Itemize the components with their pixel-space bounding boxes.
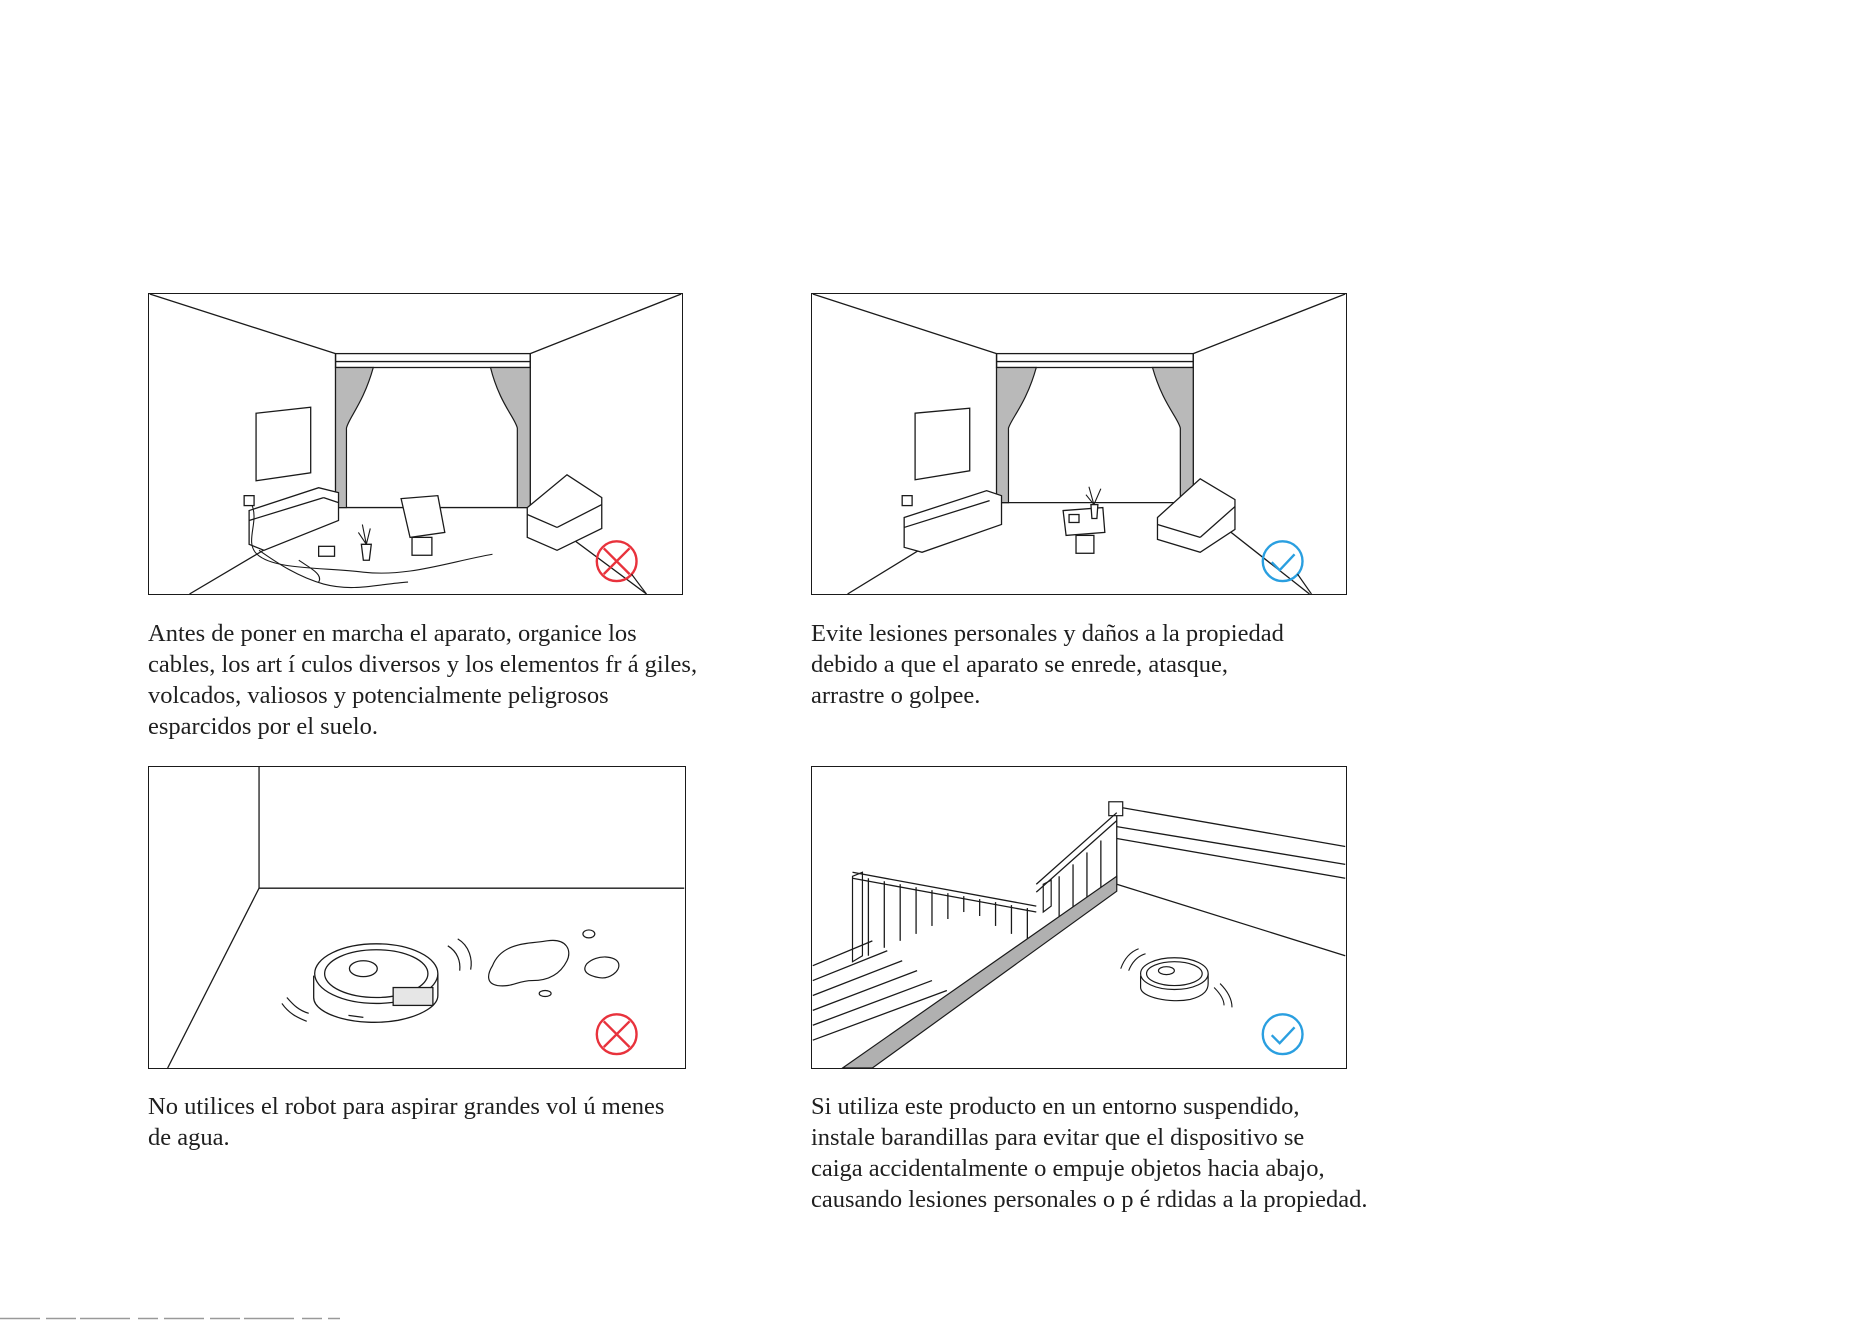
caption-line: caiga accidentalmente o empuje objetos hacia abajo,: [811, 1155, 1325, 1182]
caption-water-puddle: [148, 1091, 748, 1153]
robot-vacuum: [314, 944, 438, 1023]
caption-line: debido a que el aparato se enrede, atasque,: [811, 651, 1228, 678]
robot-vacuum: [1141, 958, 1209, 1001]
caption-line: No utilices el robot para aspirar grandes vol ú menes: [148, 1093, 665, 1120]
caption-line: arrastre o golpee.: [811, 682, 981, 709]
caption-cluttered-room: [148, 618, 748, 742]
caption-line: Evite lesiones personales y daños a la propiedad: [811, 620, 1284, 647]
cluttered-room-drawing: [149, 294, 682, 594]
caption-line: volcados, valiosos y potencialmente peligrosos: [148, 682, 609, 709]
caption-line: instale barandillas para evitar que el dispositivo se: [811, 1124, 1305, 1151]
illustration-cluttered-room: [148, 293, 683, 595]
caption-line: causando lesiones personales o p é rdidas a la propiedad.: [811, 1186, 1368, 1213]
caption-line: de agua.: [148, 1124, 230, 1151]
illustration-water-puddle: [148, 766, 686, 1069]
caption-line: Si utiliza este producto en un entorno suspendido,: [811, 1093, 1300, 1120]
caption-tidy-room: [811, 618, 1411, 711]
tidy-room-drawing: [812, 294, 1346, 594]
check-circle-icon: [1263, 1014, 1303, 1054]
caption-suspended-floor: [811, 1091, 1411, 1215]
cross-circle-icon: [597, 1014, 637, 1054]
caption-line: Antes de poner en marcha el aparato, organice los: [148, 620, 637, 647]
illustration-suspended-floor: [811, 766, 1347, 1069]
illustration-tidy-room: [811, 293, 1347, 595]
water-puddle-drawing: [149, 767, 685, 1068]
caption-line: cables, los art í culos diversos y los elementos fr á giles,: [148, 651, 698, 678]
footer-artifact: [0, 1317, 340, 1320]
suspended-floor-drawing: [812, 767, 1346, 1068]
caption-line: esparcidos por el suelo.: [148, 713, 378, 740]
